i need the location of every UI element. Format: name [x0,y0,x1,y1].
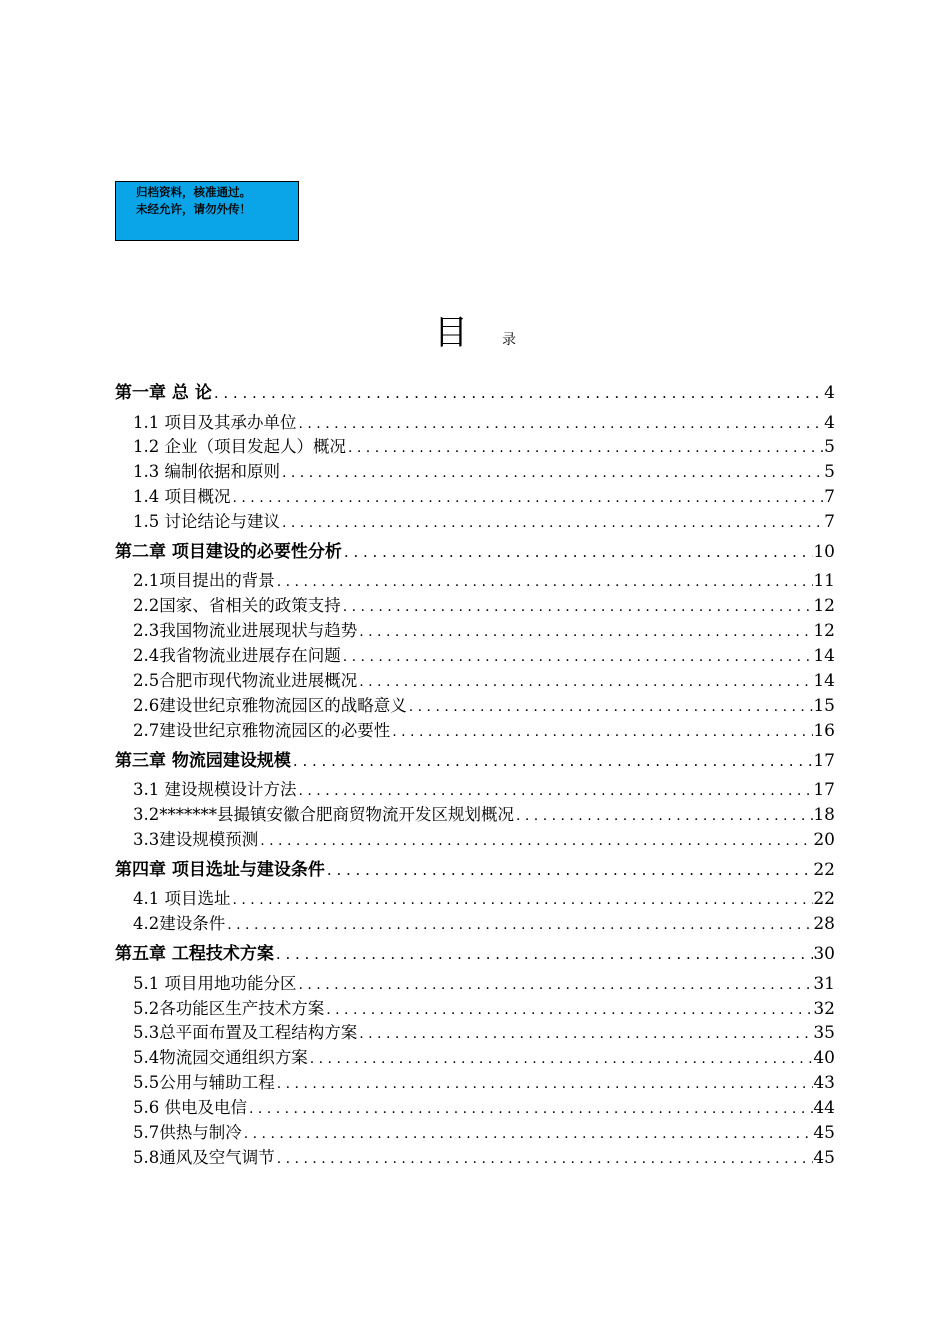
dot-leader [514,804,813,828]
toc-section[interactable] [115,435,835,460]
toc-section[interactable] [115,644,835,669]
dot-leader [225,913,813,937]
dot-leader [357,670,813,694]
toc-section-title: 3.1 建设规模设计方法 [133,780,297,800]
stamp-line-1: 归档资料，核准通过。 [136,185,251,199]
toc-section-title: 5.7供热与制冷 [133,1122,242,1142]
toc-chapter-title: 第五章 工程技术方案 [115,944,274,965]
dot-leader [231,888,814,912]
toc-section-page: 7 [824,487,835,508]
toc-section[interactable] [115,887,835,912]
toc-section-page: 15 [813,695,835,716]
toc-section-title: 2.2国家、省相关的政策支持 [133,596,341,616]
toc-section-page: 43 [813,1073,835,1094]
toc-section[interactable] [115,803,835,828]
toc-chapter-title: 第三章 物流园建设规模 [115,750,291,771]
toc-section-page: 7 [824,512,835,533]
toc-heading [0,305,950,354]
toc-section[interactable] [115,1046,835,1071]
toc-section[interactable] [115,1146,835,1171]
toc-section-page: 14 [813,671,835,692]
table-of-contents [115,376,835,1171]
toc-section-page: 5 [824,437,835,458]
toc-section-page: 31 [813,973,835,994]
dot-leader [274,937,813,972]
toc-section-title: 1.4 项目概况 [133,487,231,507]
dot-leader [342,535,813,570]
toc-section[interactable] [115,1121,835,1146]
toc-section[interactable] [115,669,835,694]
toc-section-title: 1.5 讨论结论与建议 [133,512,280,532]
toc-heading-char-2: 录 [502,332,516,348]
toc-section-title: 2.4我省物流业进展存在问题 [133,646,341,666]
toc-chapter-title: 第一章 总 论 [115,383,212,403]
toc-chapter-title: 第二章 项目建设的必要性分析 [115,541,342,562]
toc-chapter-title: 第四章 项目选址与建设条件 [115,859,325,880]
toc-section-page: 40 [813,1048,835,1069]
toc-section-page: 18 [813,805,835,826]
toc-section-page: 28 [813,914,835,935]
dot-leader [324,998,813,1022]
toc-section-title: 1.1 项目及其承办单位 [133,412,297,432]
toc-section[interactable] [115,485,835,510]
toc-chapter-page: 4 [824,383,835,403]
dot-leader [258,829,813,853]
dot-leader [346,436,824,460]
toc-heading-char-1: 目 [434,313,468,353]
dot-leader [280,461,824,485]
toc-section-page: 32 [813,998,835,1019]
dot-leader [341,645,814,669]
toc-section-page: 44 [813,1098,835,1119]
toc-section-title: 2.6建设世纪京雅物流园区的战略意义 [133,695,407,715]
toc-chapter-page: 30 [813,944,835,965]
toc-section-page: 4 [824,412,835,433]
toc-section-page: 45 [813,1147,835,1168]
toc-section-title: 5.3总平面布置及工程结构方案 [133,1023,358,1043]
toc-section-title: 3.2*******县撮镇安徽合肥商贸物流开发区规划概况 [133,805,514,825]
toc-section[interactable] [115,1021,835,1046]
toc-section-title: 5.1 项目用地功能分区 [133,973,297,993]
toc-chapter-page: 10 [813,541,835,562]
toc-section[interactable] [115,569,835,594]
dot-leader [275,1072,814,1096]
toc-section[interactable] [115,460,835,485]
toc-section[interactable] [115,828,835,853]
dot-leader [212,376,824,411]
toc-chapter[interactable] [115,376,835,411]
toc-section[interactable] [115,719,835,744]
dot-leader [357,1022,813,1046]
toc-section-page: 45 [813,1122,835,1143]
dot-leader [242,1122,814,1146]
toc-section-page: 16 [813,720,835,741]
dot-leader [297,412,825,436]
toc-section-page: 20 [813,829,835,850]
toc-section-title: 4.2建设条件 [133,914,226,934]
toc-section[interactable] [115,594,835,619]
toc-section[interactable] [115,912,835,937]
dot-leader [275,1147,814,1171]
toc-section[interactable] [115,778,835,803]
toc-chapter[interactable] [115,853,835,888]
toc-section-page: 35 [813,1023,835,1044]
toc-section[interactable] [115,972,835,997]
archive-stamp [115,181,299,241]
stamp-line-2: 未经允许，请勿外传！ [136,202,251,216]
toc-section-page: 14 [813,646,835,667]
toc-section[interactable] [115,1071,835,1096]
dot-leader [390,720,813,744]
toc-section-page: 5 [824,462,835,483]
toc-section-title: 5.4物流园交通组织方案 [133,1048,308,1068]
dot-leader [297,779,814,803]
toc-section-page: 22 [813,889,835,910]
toc-section[interactable] [115,1096,835,1121]
dot-leader [297,973,814,997]
toc-section-title: 5.8通风及空气调节 [133,1147,275,1167]
dot-leader [407,695,814,719]
toc-section[interactable] [115,619,835,644]
toc-section[interactable] [115,694,835,719]
toc-section-page: 12 [813,621,835,642]
dot-leader [275,570,814,594]
toc-section[interactable] [115,510,835,535]
toc-section-title: 5.5公用与辅助工程 [133,1073,275,1093]
toc-chapter-page: 22 [813,859,835,880]
toc-section-title: 2.7建设世纪京雅物流园区的必要性 [133,720,391,740]
toc-section-title: 1.2 企业（项目发起人）概况 [133,437,346,457]
toc-chapter[interactable] [115,937,835,972]
toc-section-title: 2.1项目提出的背景 [133,571,275,591]
dot-leader [280,511,824,535]
dot-leader [291,744,813,779]
toc-section-title: 5.6 供电及电信 [133,1098,247,1118]
toc-section-page: 17 [813,780,835,801]
toc-section-title: 2.5合肥市现代物流业进展概况 [133,671,358,691]
toc-section-title: 2.3我国物流业进展现状与趋势 [133,621,358,641]
toc-section-title: 4.1 项目选址 [133,889,231,909]
dot-leader [325,853,813,888]
toc-chapter[interactable] [115,744,835,779]
dot-leader [308,1047,814,1071]
dot-leader [357,620,813,644]
toc-section-title: 3.3建设规模预测 [133,829,259,849]
toc-section-title: 1.3 编制依据和原则 [133,462,280,482]
toc-section[interactable] [115,411,835,436]
toc-chapter-page: 17 [813,750,835,771]
toc-section-page: 11 [813,571,835,592]
dot-leader [231,486,825,510]
dot-leader [341,595,814,619]
toc-section-page: 12 [813,596,835,617]
toc-section[interactable] [115,997,835,1022]
toc-chapter[interactable] [115,535,835,570]
dot-leader [247,1097,813,1121]
toc-section-title: 5.2各功能区生产技术方案 [133,998,325,1018]
